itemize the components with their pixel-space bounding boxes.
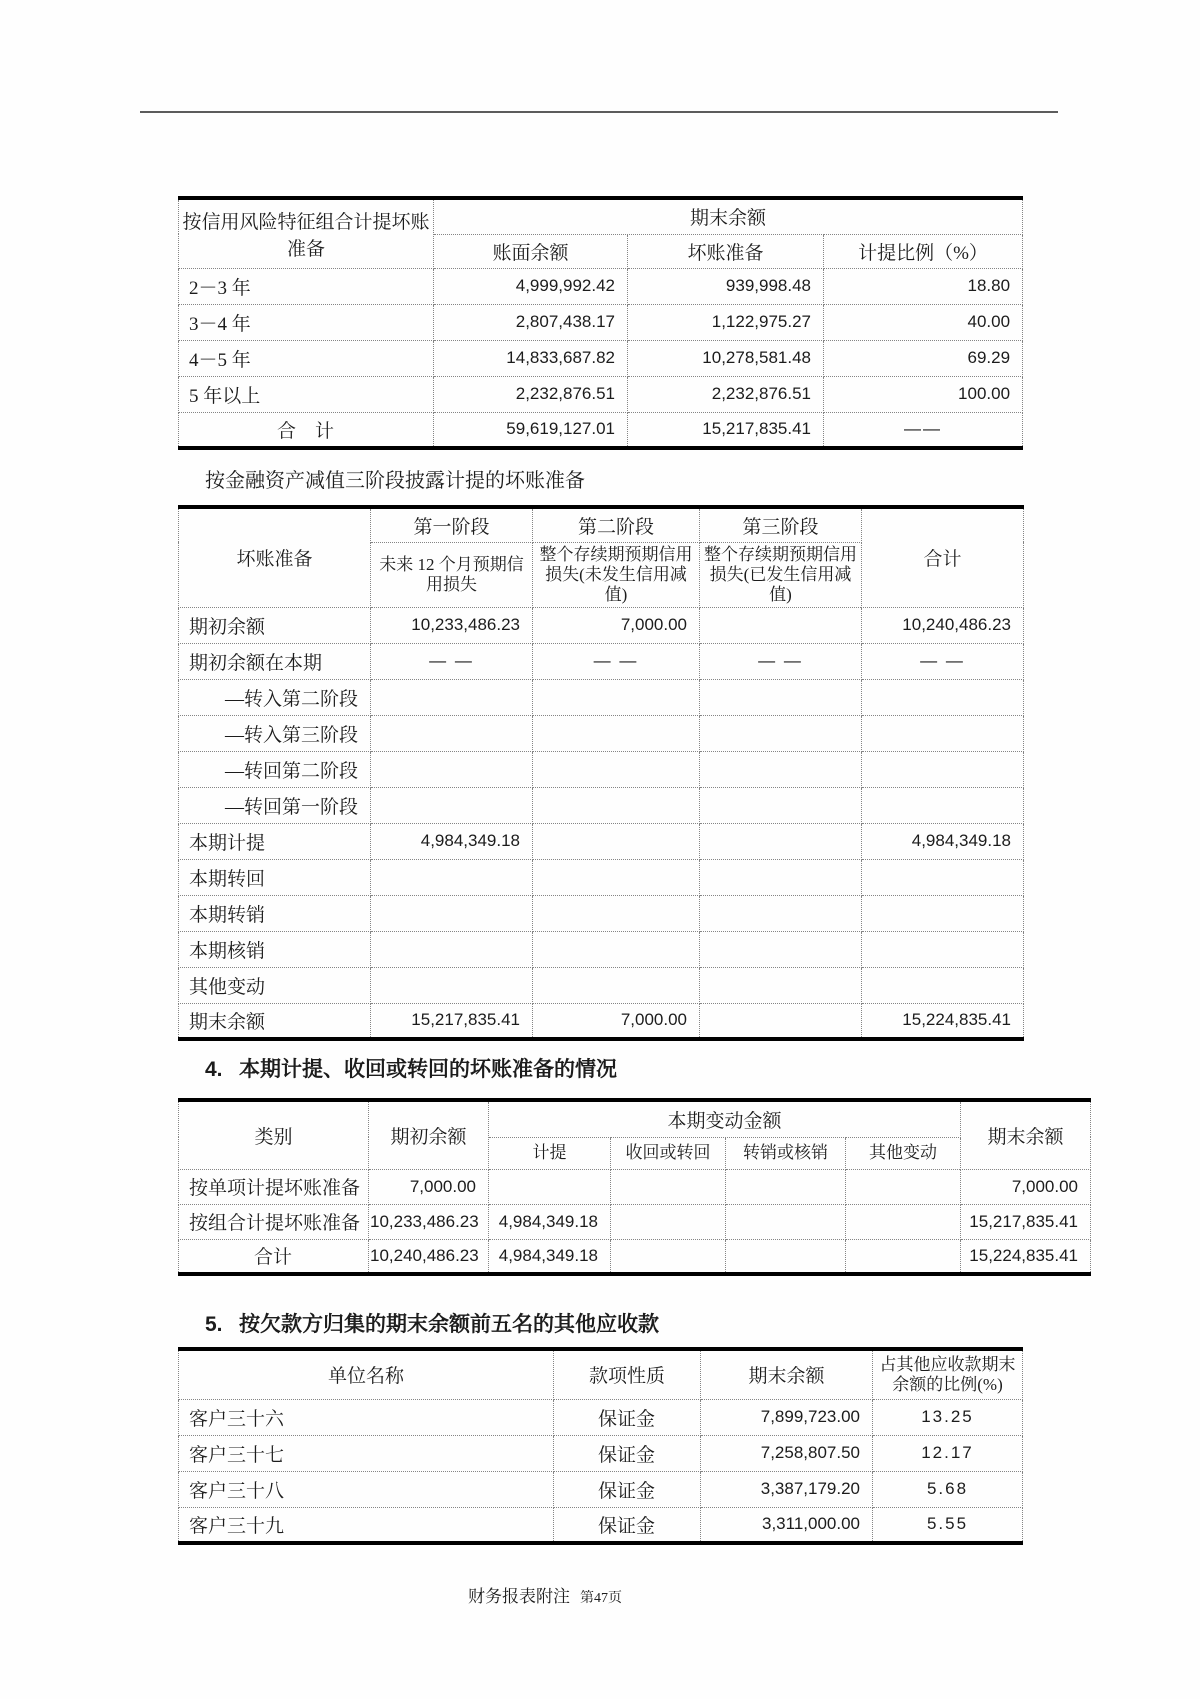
table-row <box>179 751 1024 787</box>
section4-number: 4. <box>205 1058 223 1081</box>
cell-stage3 <box>700 931 862 967</box>
cell-row-label: 期初余额在本期 <box>179 643 371 679</box>
col-header-beginning: 期初余额 <box>369 1100 489 1169</box>
section5-heading <box>205 1308 659 1338</box>
table-row <box>179 1507 1023 1543</box>
cell-bad-debt: 10,278,581.48 <box>628 340 824 376</box>
cell-recover <box>611 1204 726 1239</box>
cell-beginning: 10,233,486.23 <box>369 1204 489 1239</box>
cell-entity-name: 客户三十六 <box>179 1399 554 1435</box>
cell-stage2 <box>533 931 700 967</box>
col-header-nature: 款项性质 <box>554 1349 701 1399</box>
cell-recover <box>611 1239 726 1274</box>
table-row <box>179 376 1023 412</box>
cell-aging-label: 4－5 年 <box>179 340 434 376</box>
section5-number: 5. <box>205 1313 223 1336</box>
cell-total: 15,224,835.41 <box>862 1003 1024 1039</box>
subheader-stage2: 整个存续期预期信用损失(未发生信用减值) <box>533 542 700 607</box>
cell-nature: 保证金 <box>554 1435 701 1471</box>
cell-total: 4,984,349.18 <box>862 823 1024 859</box>
cell-amount: 3,311,000.00 <box>701 1507 873 1543</box>
cell-stage3: — — <box>700 643 862 679</box>
cell-stage1 <box>371 787 533 823</box>
cell-stage1 <box>371 931 533 967</box>
cell-other <box>846 1204 961 1239</box>
table-total-row <box>179 1239 1091 1274</box>
cell-stage1 <box>371 895 533 931</box>
cell-ratio: 40.00 <box>824 304 1023 340</box>
col-header-ending: 期末余额 <box>961 1100 1091 1169</box>
cell-amount: 3,387,179.20 <box>701 1471 873 1507</box>
cell-entity-name: 客户三十七 <box>179 1435 554 1471</box>
cell-ratio: 13.25 <box>873 1399 1023 1435</box>
table-row <box>179 607 1024 643</box>
cell-aging-label: 5 年以上 <box>179 376 434 412</box>
col-header-ratio: 计提比例（%） <box>824 234 1023 268</box>
cell-provision: 4,984,349.18 <box>489 1204 611 1239</box>
table-row <box>179 304 1023 340</box>
subheader-stage3: 整个存续期预期信用损失(已发生信用减值) <box>700 542 862 607</box>
subheader-recover: 收回或转回 <box>611 1137 726 1169</box>
cell-stage1: — — <box>371 643 533 679</box>
cell-stage3 <box>700 895 862 931</box>
table-row <box>179 1471 1023 1507</box>
cell-total: 10,240,486.23 <box>862 607 1024 643</box>
subheader-stage1: 未来 12 个月预期信用损失 <box>371 542 533 607</box>
cell-stage1 <box>371 859 533 895</box>
footer-page-number: 第47页 <box>580 1591 622 1606</box>
table-row <box>179 643 1024 679</box>
cell-ending: 7,000.00 <box>961 1169 1091 1204</box>
cell-recover <box>611 1169 726 1204</box>
cell-writeoff <box>726 1239 846 1274</box>
top-debtors-table <box>178 1347 1023 1545</box>
cell-nature: 保证金 <box>554 1471 701 1507</box>
col-header-ending-balance: 期末余额 <box>701 1349 873 1399</box>
cell-book-balance: 2,232,876.51 <box>434 376 628 412</box>
col-header-stage1: 第一阶段 <box>371 507 533 542</box>
cell-book-balance: 2,807,438.17 <box>434 304 628 340</box>
cell-total <box>862 751 1024 787</box>
table-row <box>179 1003 1024 1039</box>
cell-provision <box>489 1169 611 1204</box>
header-rule <box>140 111 1058 113</box>
cell-stage2 <box>533 715 700 751</box>
subheader-other: 其他变动 <box>846 1137 961 1169</box>
subheader-writeoff: 转销或核销 <box>726 1137 846 1169</box>
provision-movement-table <box>178 1098 1091 1276</box>
cell-row-label: —转入第二阶段 <box>179 679 371 715</box>
cell-total: — — <box>862 643 1024 679</box>
cell-other <box>846 1169 961 1204</box>
cell-amount: 7,899,723.00 <box>701 1399 873 1435</box>
cell-stage1: 4,984,349.18 <box>371 823 533 859</box>
cell-stage1: 15,217,835.41 <box>371 1003 533 1039</box>
footer-title: 财务报表附注 <box>468 1587 570 1606</box>
cell-book-balance: 4,999,992.42 <box>434 268 628 304</box>
table-row <box>179 1399 1023 1435</box>
cell-entity-name: 客户三十九 <box>179 1507 554 1543</box>
cell-total <box>862 787 1024 823</box>
cell-stage2 <box>533 787 700 823</box>
cell-stage3 <box>700 967 862 1003</box>
corner-header-cell: 坏账准备 <box>179 507 371 607</box>
cell-amount: 7,258,807.50 <box>701 1435 873 1471</box>
cell-row-label: 其他变动 <box>179 967 371 1003</box>
cell-ending: 15,217,835.41 <box>961 1204 1091 1239</box>
cell-stage3 <box>700 751 862 787</box>
cell-bad-debt: 15,217,835.41 <box>628 412 824 448</box>
table-row <box>179 859 1024 895</box>
cell-stage1 <box>371 715 533 751</box>
cell-entity-name: 客户三十八 <box>179 1471 554 1507</box>
cell-row-label: 本期转回 <box>179 859 371 895</box>
cell-row-label: —转入第三阶段 <box>179 715 371 751</box>
cell-stage3 <box>700 787 862 823</box>
table-row <box>179 787 1024 823</box>
cell-total <box>862 895 1024 931</box>
cell-ratio: 69.29 <box>824 340 1023 376</box>
table-row <box>179 679 1024 715</box>
cell-stage2: — — <box>533 643 700 679</box>
aging-provision-table <box>178 196 1023 450</box>
cell-stage2 <box>533 679 700 715</box>
cell-stage2 <box>533 895 700 931</box>
section4-title: 本期计提、收回或转回的坏账准备的情况 <box>239 1058 617 1081</box>
three-stage-table <box>178 505 1024 1041</box>
stage-note-text: 按金融资产减值三阶段披露计提的坏账准备 <box>205 470 585 492</box>
cell-row-label: —转回第二阶段 <box>179 751 371 787</box>
cell-stage3 <box>700 823 862 859</box>
table-total-row <box>179 412 1023 448</box>
col-header-entity: 单位名称 <box>179 1349 554 1399</box>
cell-total <box>862 715 1024 751</box>
table-row <box>179 715 1024 751</box>
cell-row-label: 本期计提 <box>179 823 371 859</box>
cell-bad-debt: 2,232,876.51 <box>628 376 824 412</box>
cell-stage1 <box>371 751 533 787</box>
cell-aging-label: 3－4 年 <box>179 304 434 340</box>
cell-ratio: 100.00 <box>824 376 1023 412</box>
cell-total-label: 合 计 <box>179 412 434 448</box>
section4-heading <box>205 1053 617 1083</box>
cell-book-balance: 14,833,687.82 <box>434 340 628 376</box>
cell-bad-debt: 939,998.48 <box>628 268 824 304</box>
table-header-row <box>179 1100 1091 1137</box>
col-header-total: 合计 <box>862 507 1024 607</box>
cell-nature: 保证金 <box>554 1399 701 1435</box>
cell-total <box>862 679 1024 715</box>
table-row <box>179 1204 1091 1239</box>
cell-stage2 <box>533 859 700 895</box>
cell-other <box>846 1239 961 1274</box>
cell-stage2: 7,000.00 <box>533 1003 700 1039</box>
page-footer <box>140 1582 950 1607</box>
cell-stage1 <box>371 679 533 715</box>
table-row <box>179 931 1024 967</box>
cell-ratio: 5.55 <box>873 1507 1023 1543</box>
cell-stage3 <box>700 1003 862 1039</box>
cell-beginning: 10,240,486.23 <box>369 1239 489 1274</box>
col-header-book-balance: 账面余额 <box>434 234 628 268</box>
table-row <box>179 268 1023 304</box>
cell-category: 按组合计提坏账准备 <box>179 1204 369 1239</box>
corner-header-cell: 按信用风险特征组合计提坏账准备 <box>179 198 434 268</box>
table-row <box>179 1435 1023 1471</box>
cell-row-label: —转回第一阶段 <box>179 787 371 823</box>
cell-row-label: 本期转销 <box>179 895 371 931</box>
cell-total <box>862 859 1024 895</box>
cell-row-label: 期初余额 <box>179 607 371 643</box>
cell-ratio: 18.80 <box>824 268 1023 304</box>
table-row <box>179 340 1023 376</box>
table-row <box>179 823 1024 859</box>
cell-stage2 <box>533 823 700 859</box>
cell-stage3 <box>700 607 862 643</box>
cell-provision: 4,984,349.18 <box>489 1239 611 1274</box>
cell-bad-debt: 1,122,975.27 <box>628 304 824 340</box>
cell-writeoff <box>726 1169 846 1204</box>
col-header-stage3: 第三阶段 <box>700 507 862 542</box>
table-row <box>179 895 1024 931</box>
cell-category: 按单项计提坏账准备 <box>179 1169 369 1204</box>
cell-row-label: 本期核销 <box>179 931 371 967</box>
cell-stage1: 10,233,486.23 <box>371 607 533 643</box>
cell-stage2 <box>533 967 700 1003</box>
table-row <box>179 967 1024 1003</box>
cell-stage2 <box>533 751 700 787</box>
table-header-row <box>179 198 1023 234</box>
cell-nature: 保证金 <box>554 1507 701 1543</box>
cell-total <box>862 967 1024 1003</box>
cell-total-label: 合计 <box>179 1239 369 1274</box>
cell-ratio: 12.17 <box>873 1435 1023 1471</box>
col-header-bad-debt: 坏账准备 <box>628 234 824 268</box>
col-header-ratio: 占其他应收款期末余额的比例(%) <box>873 1349 1023 1399</box>
cell-writeoff <box>726 1204 846 1239</box>
cell-book-balance: 59,619,127.01 <box>434 412 628 448</box>
cell-aging-label: 2－3 年 <box>179 268 434 304</box>
subheader-provision: 计提 <box>489 1137 611 1169</box>
table-row <box>179 1169 1091 1204</box>
cell-ending: 15,224,835.41 <box>961 1239 1091 1274</box>
cell-ratio: 5.68 <box>873 1471 1023 1507</box>
cell-stage1 <box>371 967 533 1003</box>
cell-stage3 <box>700 859 862 895</box>
table-header-row <box>179 1349 1023 1399</box>
cell-stage3 <box>700 679 862 715</box>
cell-row-label: 期末余额 <box>179 1003 371 1039</box>
cell-beginning: 7,000.00 <box>369 1169 489 1204</box>
col-header-category: 类别 <box>179 1100 369 1169</box>
section5-title: 按欠款方归集的期末余额前五名的其他应收款 <box>239 1313 659 1336</box>
group-header-changes: 本期变动金额 <box>489 1100 961 1137</box>
cell-total <box>862 931 1024 967</box>
col-header-stage2: 第二阶段 <box>533 507 700 542</box>
cell-ratio: —— <box>824 412 1023 448</box>
cell-stage3 <box>700 715 862 751</box>
cell-stage2: 7,000.00 <box>533 607 700 643</box>
table-header-row <box>179 507 1024 542</box>
group-header-cell: 期末余额 <box>434 198 1023 234</box>
